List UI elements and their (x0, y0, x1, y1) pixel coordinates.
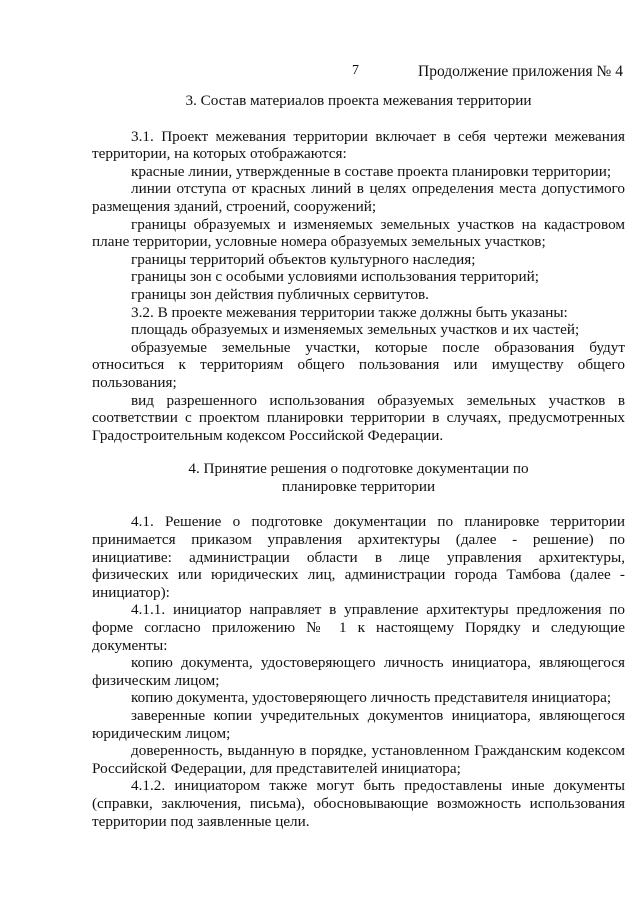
section-4-title-line-2: планировке территории (281, 477, 436, 495)
list-item-id-copy-individual: копию документа, удостоверяющего личность инициатора, являющегося физическим лицом; (92, 654, 625, 689)
list-item-public-plots: образуемые земельные участки, которые после образования будут относиться к территориям общего пользования или имуществу общего пользования; (92, 338, 625, 391)
paragraph-3-1: 3.1. Проект межевания территории включает в себя чертежи межевания территории, на которых отображаются: (92, 127, 625, 163)
section-4-title-line-1: 4. Принятие решения о подготовке документации по (188, 460, 529, 478)
list-item-permitted-use: вид разрешенного использования образуемых земельных участков в соответствии с проектом планировки территории в случаях, предусмотренных Градостроительным кодексом Российской Федерации. (92, 391, 625, 444)
paragraph-4-1-2: 4.1.2. инициатором также могут быть предоставлены иные документы (справки, заключения, письма), обосновывающие возможность использования территории под заявленные цели. (92, 777, 625, 830)
list-item-plot-boundaries: границы образуемых и изменяемых земельных участков на кадастровом плане территории, условные номера образуемых земельных участков; (92, 215, 625, 251)
list-item-servitude-zones: границы зон действия публичных сервитутов. (131, 285, 429, 303)
document-body (92, 92, 625, 830)
paragraph-4-1-1: 4.1.1. инициатор направляет в управление архитектуры предложения по форме согласно приложению № 1 к настоящему Порядку и следующие документы: (92, 601, 625, 654)
list-item-power-of-attorney: доверенность, выданную в порядке, установленном Гражданским кодексом Российской Федерации, для представителей инициатора; (92, 742, 625, 777)
list-item-founding-documents: заверенные копии учредительных документов инициатора, являющегося юридическим лицом; (92, 707, 625, 742)
paragraph-4-1: 4.1. Решение о подготовке документации по планировке территории принимается приказом управления архитектуры (далее - решение) по инициативе: администрации области в лице управления архитектуры, физических или юридических лиц, администрации города Тамбова (далее - инициатор): (92, 513, 625, 601)
list-item-plot-area: площадь образуемых и изменяемых земельных участков и их частей; (131, 321, 580, 339)
list-item-heritage-boundaries: границы территорий объектов культурного наследия; (131, 250, 476, 268)
page-number: 7 (352, 63, 359, 78)
appendix-continuation-header: Продолжение приложения № 4 (418, 63, 623, 80)
list-item-red-lines: красные линии, утвержденные в составе проекта планировки территории; (131, 162, 612, 180)
section-4-title (92, 460, 625, 495)
list-item-setback-lines: линии отступа от красных линий в целях определения места допустимого размещения зданий, строений, сооружений; (92, 180, 625, 215)
section-3-title: 3. Состав материалов проекта межевания территории (185, 92, 532, 109)
list-item-special-zones: границы зон с особыми условиями использования территорий; (131, 268, 539, 286)
paragraph-3-2: 3.2. В проекте межевания территории также должны быть указаны: (131, 303, 568, 321)
list-item-id-copy-representative: копию документа, удостоверяющего личность представителя инициатора; (131, 689, 612, 707)
